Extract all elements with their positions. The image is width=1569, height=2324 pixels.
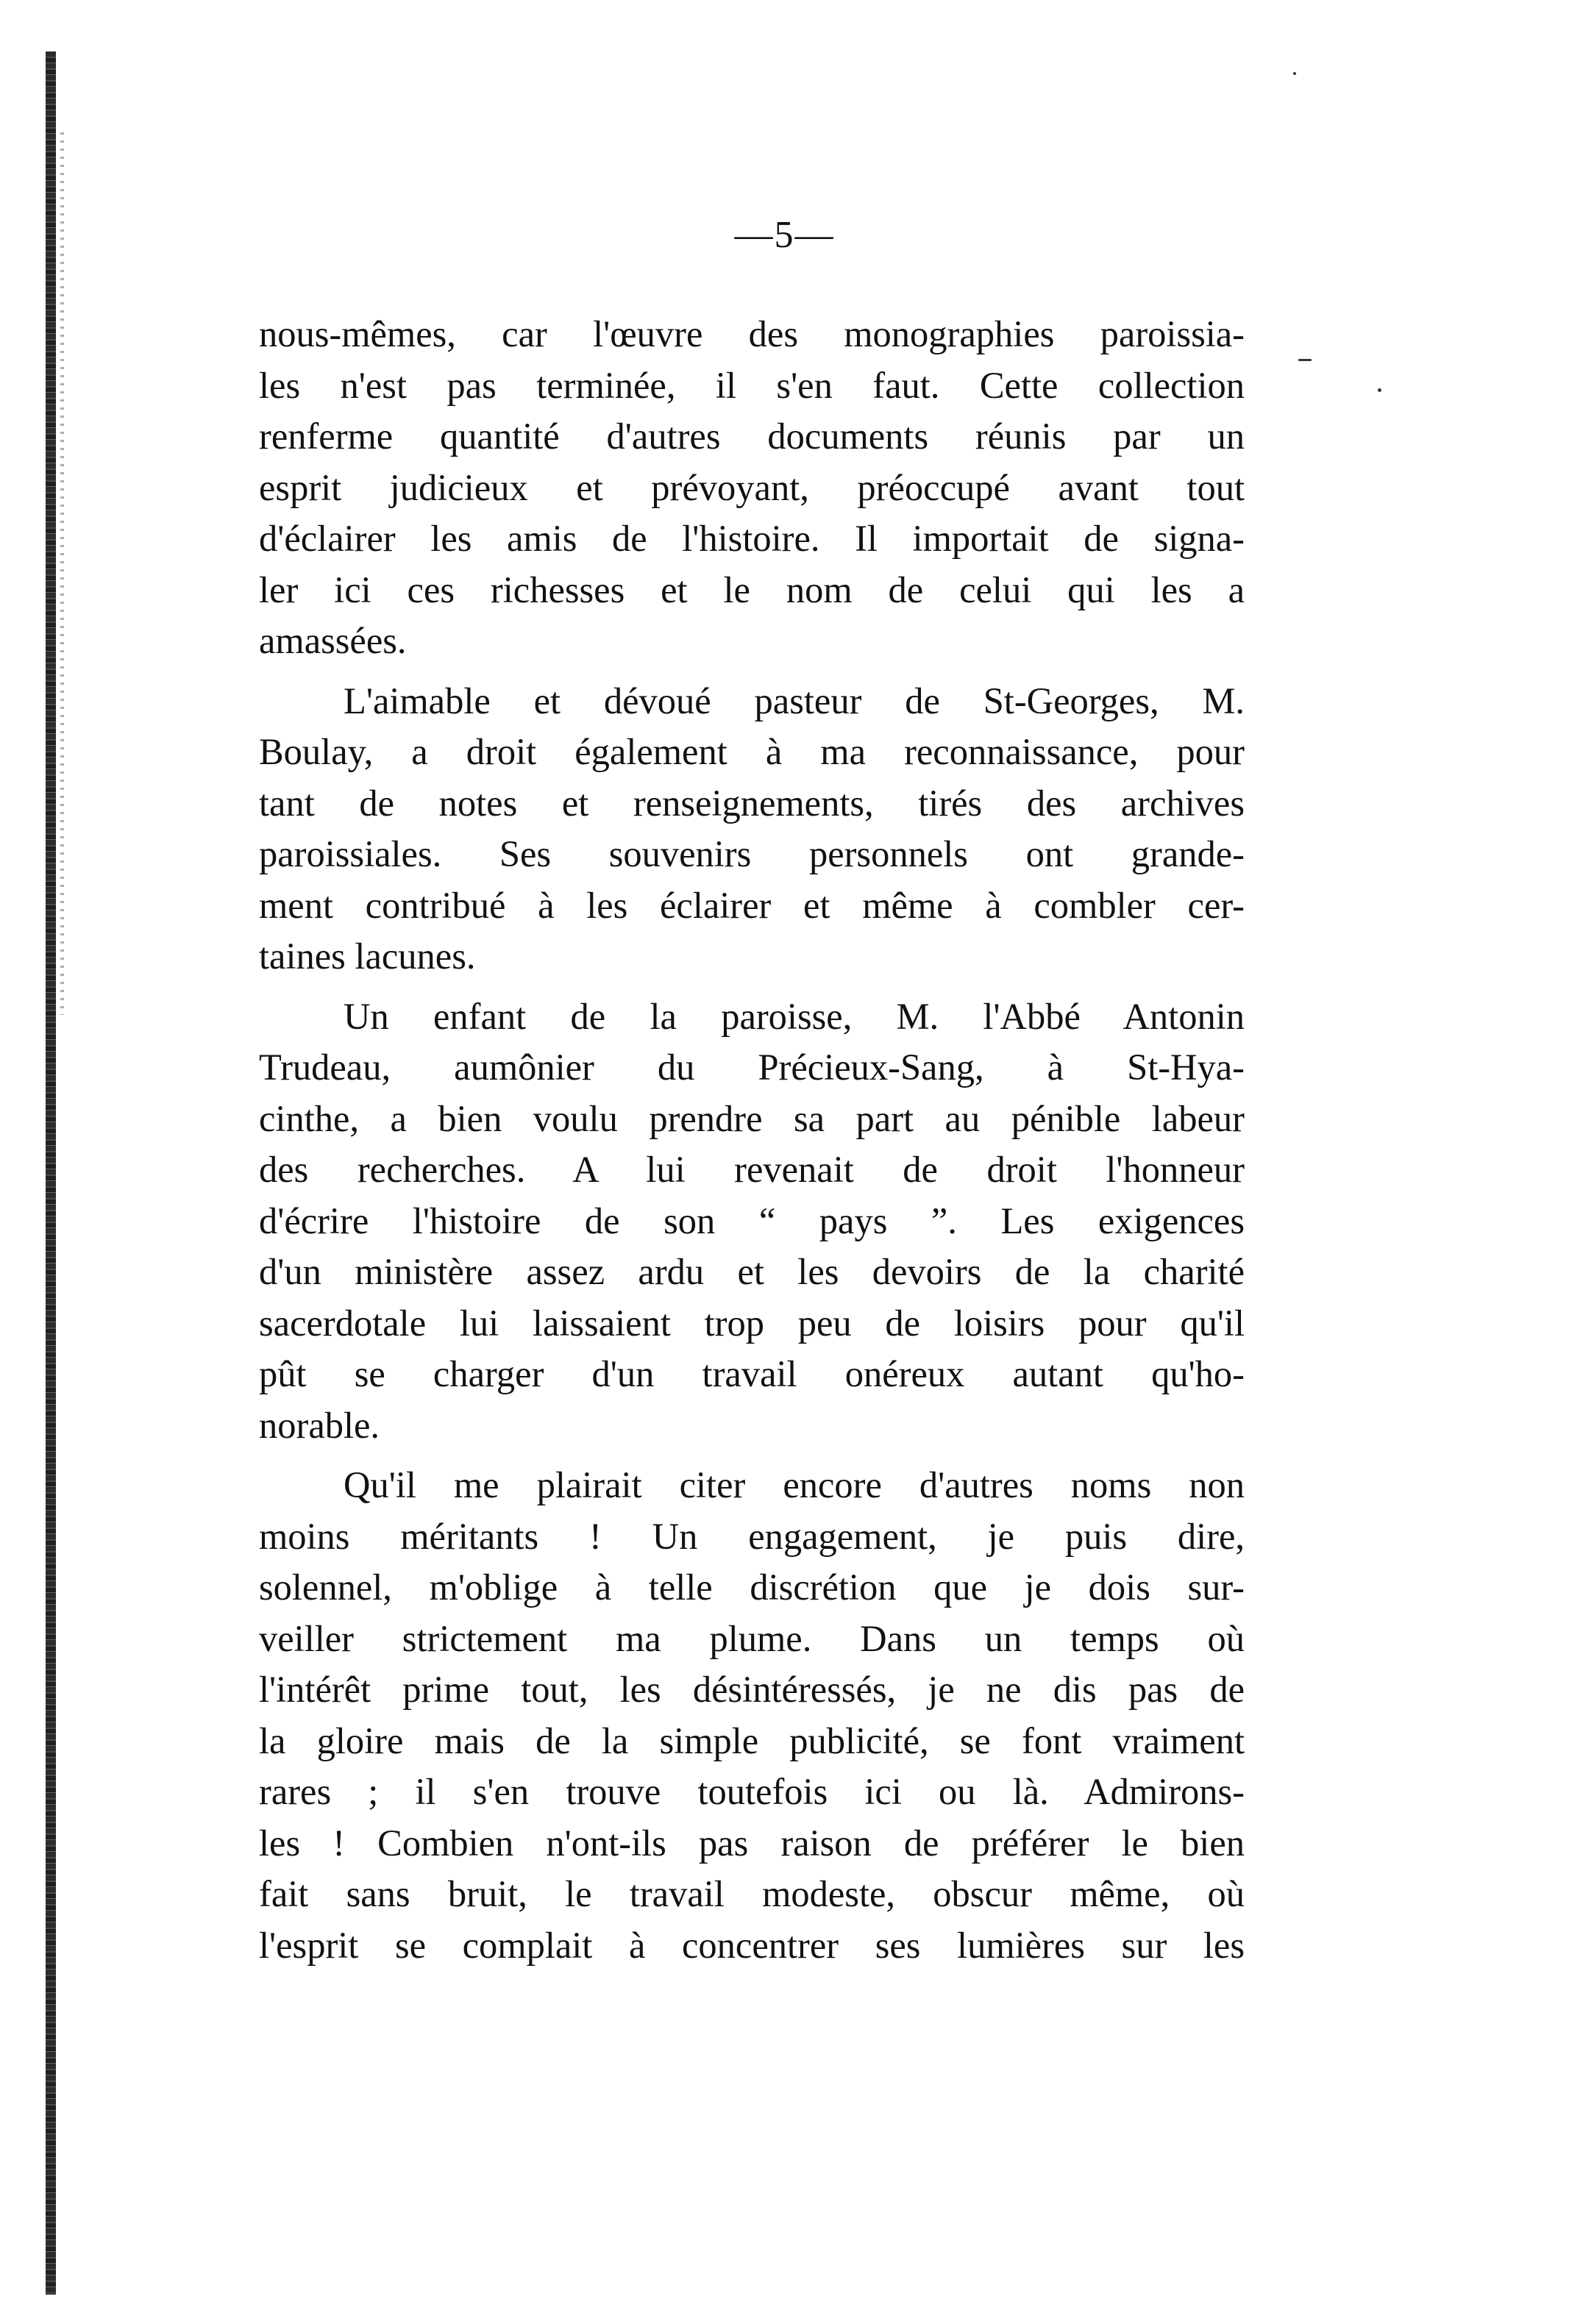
text-line: nous-mêmes, car l'œuvre des monographies paroissia- — [259, 313, 1245, 354]
text-line: L'aimable et dévoué pasteur de St-Georges, M. — [344, 680, 1245, 721]
text-line: d'un ministère assez ardu et les devoirs de la charité — [259, 1251, 1245, 1292]
scan-speck — [1293, 72, 1296, 75]
text-line: d'écrire l'histoire de son “ pays ”. Les exigences — [259, 1200, 1245, 1241]
text-line: renferme quantité d'autres documents réunis par un — [259, 416, 1245, 457]
text-line: tant de notes et renseignements, tirés des archives — [259, 782, 1245, 824]
text-line: veiller strictement ma plume. Dans un temps où — [259, 1617, 1245, 1659]
text-line: pût se charger d'un travail onéreux autant qu'ho- — [259, 1353, 1245, 1394]
text-line: Boulay, a droit également à ma reconnaissance, pour — [259, 731, 1245, 772]
text-line: les ! Combien n'ont-ils pas raison de préférer le bien — [259, 1822, 1245, 1864]
binding-shadow — [60, 132, 64, 1015]
text-line: Un enfant de la paroisse, M. l'Abbé Antonin — [344, 995, 1245, 1037]
body-text — [259, 309, 1245, 1971]
binding-edge — [46, 51, 56, 2295]
text-line: ler ici ces richesses et le nom de celui qui les a — [259, 568, 1245, 610]
text-line: moins méritants ! Un engagement, je puis dire, — [259, 1515, 1245, 1557]
text-line: norable. — [259, 1404, 380, 1446]
text-line: ment contribué à les éclairer et même à combler cer- — [259, 884, 1245, 926]
text-line: solennel, m'oblige à telle discrétion que je dois sur- — [259, 1566, 1245, 1608]
paragraph — [259, 676, 1245, 983]
text-line: sacerdotale lui laissaient trop peu de loisirs pour qu'il — [259, 1302, 1245, 1344]
scan-speck — [1378, 388, 1381, 392]
text-line: paroissiales. Ses souvenirs personnels ont grande- — [259, 833, 1245, 874]
paragraph — [259, 991, 1245, 1452]
text-line: l'intérêt prime tout, les désintéressés, je ne dis pas de — [259, 1669, 1245, 1710]
text-line: d'éclairer les amis de l'histoire. Il importait de signa- — [259, 518, 1245, 559]
page-number: —5— — [734, 214, 835, 256]
text-line: la gloire mais de la simple publicité, se font vraiment — [259, 1719, 1245, 1761]
paragraph — [259, 309, 1245, 667]
paragraph — [259, 1460, 1245, 1971]
text-line: les n'est pas terminée, il s'en faut. Cette collection — [259, 364, 1245, 406]
text-line: Qu'il me plairait citer encore d'autres noms non — [344, 1464, 1245, 1505]
text-line: rares ; il s'en trouve toutefois ici ou là. Admirons- — [259, 1771, 1245, 1812]
text-line: taines lacunes. — [259, 935, 476, 977]
text-line: esprit judicieux et prévoyant, préoccupé avant tout — [259, 466, 1245, 508]
text-line: cinthe, a bien voulu prendre sa part au pénible labeur — [259, 1097, 1245, 1139]
text-line: fait sans bruit, le travail modeste, obscur même, où — [259, 1873, 1245, 1914]
text-line: Trudeau, aumônier du Précieux-Sang, à St-Hya- — [259, 1047, 1245, 1088]
text-line: l'esprit se complait à concentrer ses lumières sur les — [259, 1924, 1245, 1966]
text-line: amassées. — [259, 620, 407, 661]
scan-speck — [1298, 359, 1312, 361]
text-line: des recherches. A lui revenait de droit l'honneur — [259, 1149, 1245, 1190]
